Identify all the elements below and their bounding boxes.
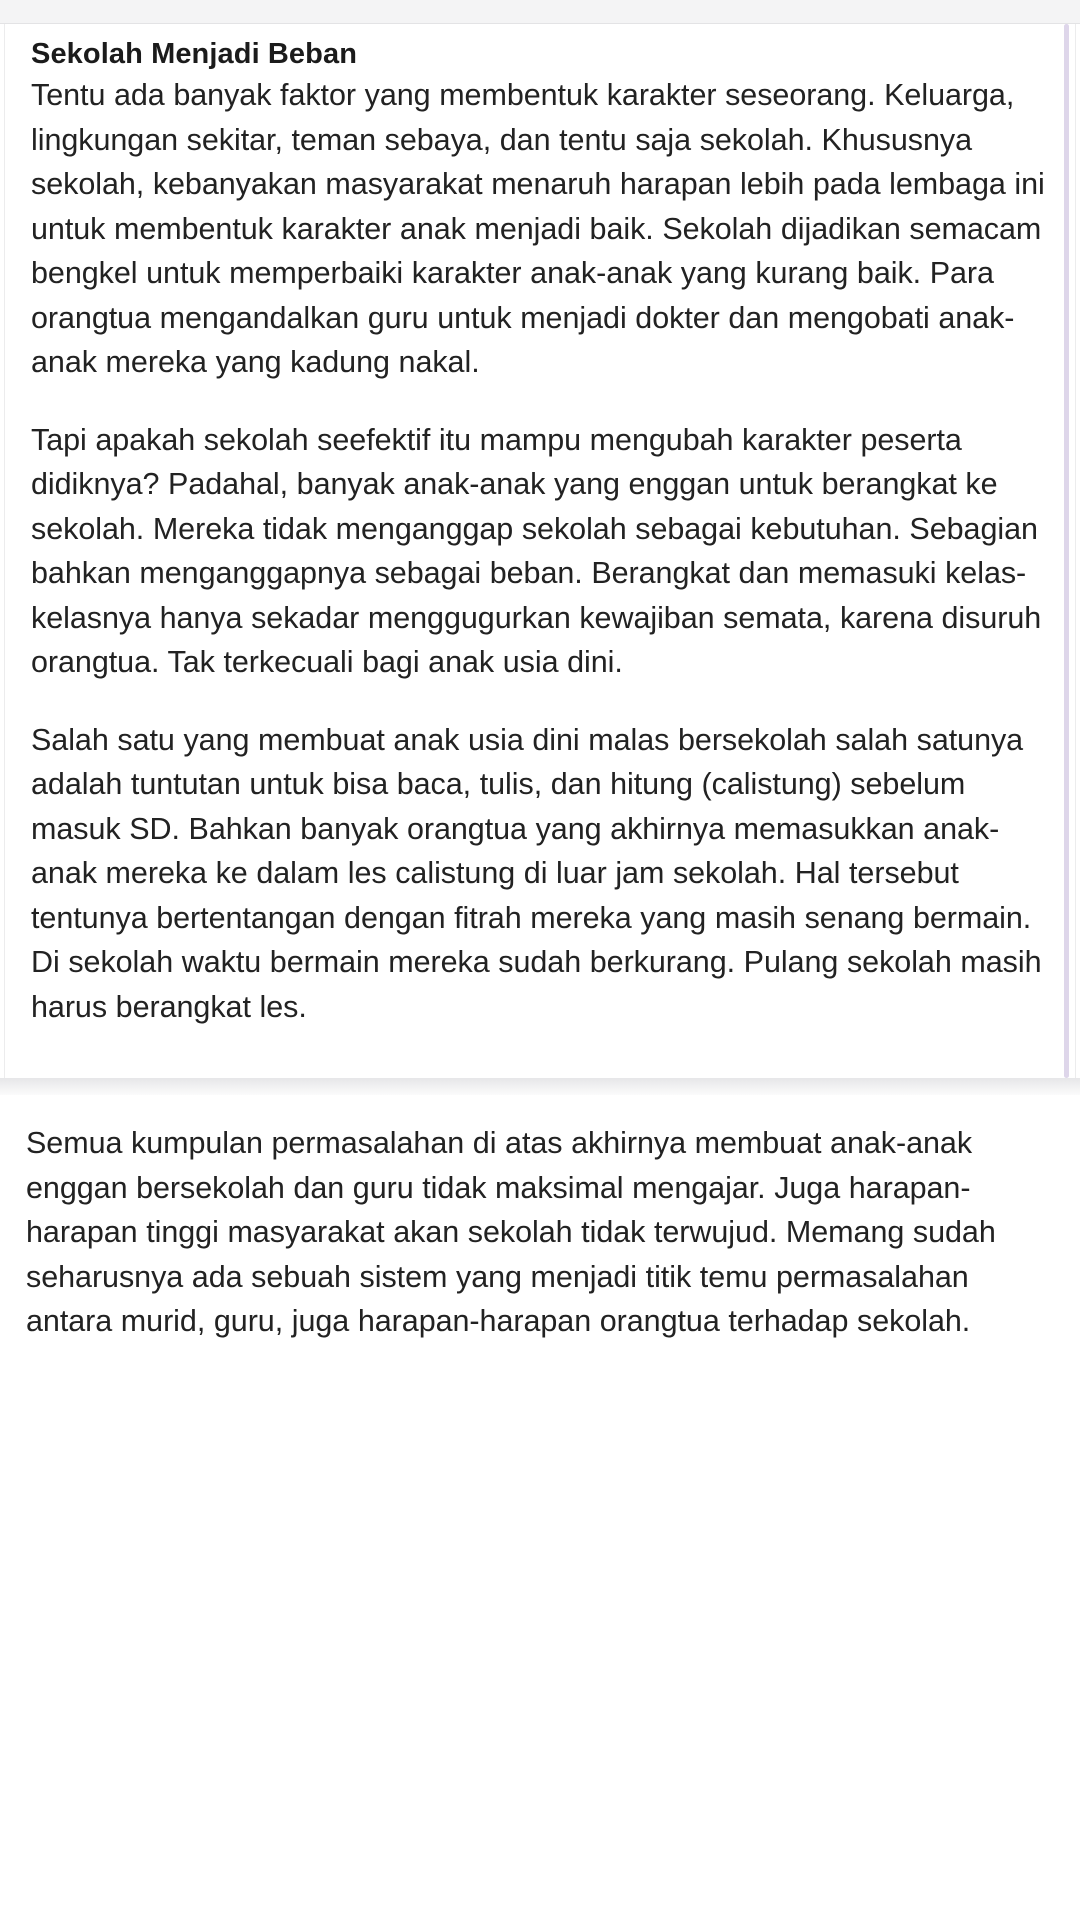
article-scrollbar[interactable] (1064, 24, 1069, 1078)
article-paragraph: Tapi apakah sekolah seefektif itu mampu mengubah karakter peserta didiknya? Padahal, banyak anak-anak yang enggan untuk berangkat ke sekolah. Mereka tidak menganggap sekolah sebagai kebutuhan. Sebagian bahkan menganggapnya sebagai beban. Berangkat dan memasuki kelas-kelasnya hanya sekadar menggugurkan kewajiban semata, karena disuruh orangtua. Tak terkecuali bagi anak usia dini. (31, 422, 1042, 679)
top-chrome-clipped-text (0, 0, 1080, 13)
article-card (4, 24, 1076, 1078)
article-trailing-section (4, 1095, 1076, 1344)
article-paragraph: Tentu ada banyak faktor yang membentuk karakter seseorang. Keluarga, lingkungan sekitar, teman sebaya, dan tentu saja sekolah. Khususnya sekolah, kebanyakan masyarakat menaruh harapan lebih pada lembaga ini untuk membentuk karakter anak menjadi baik. Sekolah dijadikan semacam bengkel untuk memperbaiki karakter anak-anak yang kurang baik. Para orangtua mengandalkan guru untuk menjadi dokter dan mengobati anak-anak mereka yang kadung nakal. (31, 78, 1045, 379)
page-title: Sekolah Menjadi Beban (31, 38, 358, 70)
page-empty-area (0, 1345, 1080, 1920)
article-scrollbar-thumb[interactable] (1064, 24, 1069, 1078)
top-chrome-bar (0, 0, 1080, 24)
article-paragraph: Semua kumpulan permasalahan di atas akhirnya membuat anak-anak enggan bersekolah dan guru tidak maksimal mengajar. Juga harapan-harapan tinggi masyarakat akan sekolah tidak terwujud. Memang sudah seharusnya ada sebuah sistem yang menjadi titik temu permasalahan antara murid, guru, juga harapan-harapan orangtua terhadap sekolah. (26, 1126, 996, 1338)
article-body (5, 73, 1075, 1029)
article-paragraph: Salah satu yang membuat anak usia dini malas bersekolah salah satunya adalah tuntutan untuk bisa baca, tulis, dan hitung (calistung) sebelum masuk SD. Bahkan banyak orangtua yang akhirnya memasukkan anak-anak mereka ke dalam les calistung di luar jam sekolah. Hal tersebut tentunya bertentangan dengan fitrah mereka yang masih senang bermain. Di sekolah waktu bermain mereka sudah berkurang. Pulang sekolah masih harus berangkat les. (31, 722, 1042, 1024)
section-divider (0, 1078, 1080, 1095)
